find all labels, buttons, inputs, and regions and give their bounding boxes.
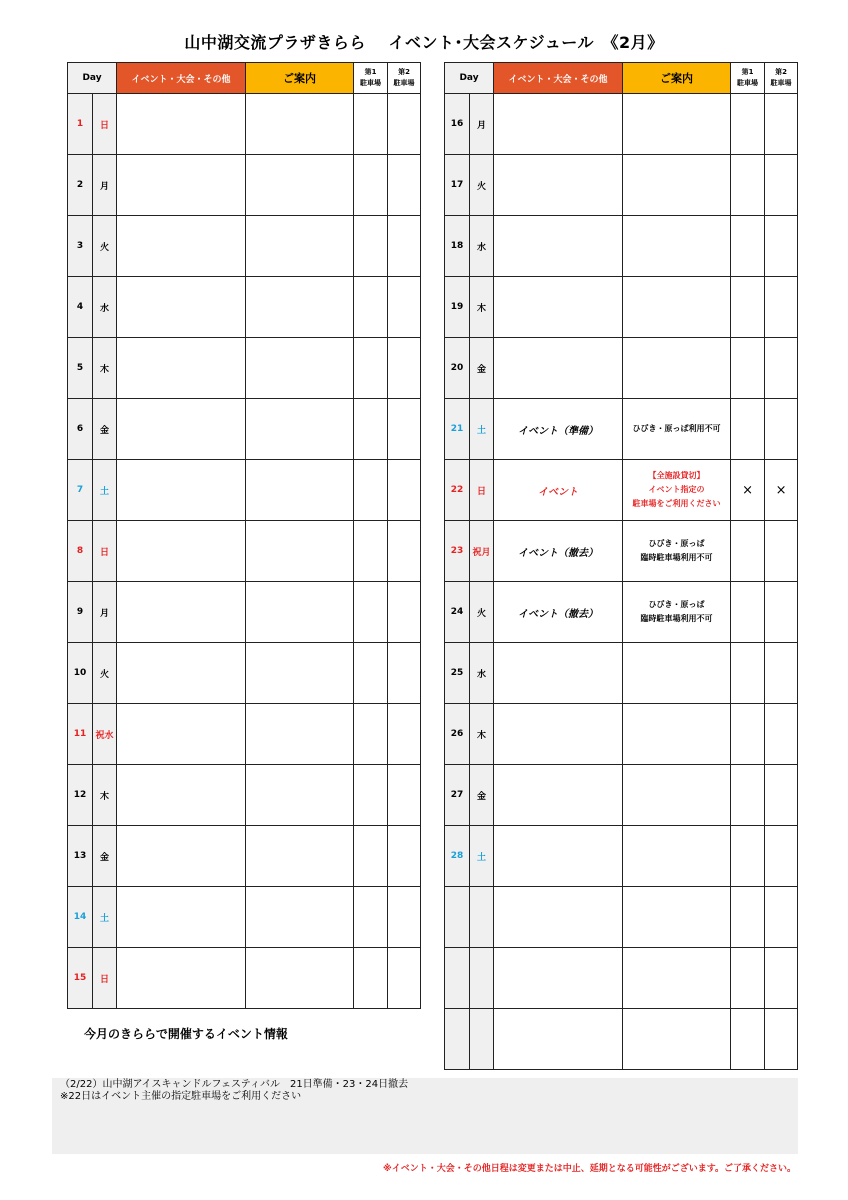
event-cell [117, 887, 246, 948]
event-info-line: ※22日はイベント主催の指定駐車場をご利用ください [60, 1091, 302, 1102]
weekday: 木 [470, 277, 494, 338]
parking-2-cell [388, 948, 421, 1009]
guide-header: ご案内 [246, 63, 354, 94]
parking-1-cell [354, 765, 388, 826]
parking-2-cell [388, 826, 421, 887]
schedule-row [68, 460, 421, 521]
event-cell [117, 155, 246, 216]
parking-2-cell [765, 94, 798, 155]
parking-1-cell [731, 643, 765, 704]
weekday: 火 [93, 643, 117, 704]
day-number: 12 [68, 765, 93, 826]
weekday: 水 [470, 216, 494, 277]
parking-1-cell [354, 887, 388, 948]
guide-header: ご案内 [623, 63, 731, 94]
guide-line: 【全施設貸切】 [648, 471, 705, 480]
guide-cell [246, 216, 354, 277]
schedule-row [68, 826, 421, 887]
parking-1-cell [731, 216, 765, 277]
guide-cell [623, 887, 731, 948]
schedule-row [445, 338, 798, 399]
event-header: イベント・大会・その他 [117, 63, 246, 94]
schedule-row [68, 887, 421, 948]
day-number: 24 [445, 582, 470, 643]
weekday: 月 [470, 94, 494, 155]
guide-cell [623, 826, 731, 887]
parking-1-cell: × [731, 460, 765, 521]
parking-2-cell: × [765, 460, 798, 521]
parking-1-cell [731, 704, 765, 765]
event-cell: イベント [494, 460, 623, 521]
weekday: 金 [93, 399, 117, 460]
event-cell [494, 887, 623, 948]
guide-cell [246, 94, 354, 155]
day-number: 23 [445, 521, 470, 582]
parking-1-cell [354, 948, 388, 1009]
event-cell [117, 948, 246, 1009]
parking-1-cell [731, 399, 765, 460]
parking-2-cell [765, 216, 798, 277]
day-number: 26 [445, 704, 470, 765]
event-cell [117, 521, 246, 582]
parking-1-cell [731, 765, 765, 826]
guide-cell [246, 460, 354, 521]
schedule-row [68, 155, 421, 216]
guide-cell [246, 399, 354, 460]
event-cell [117, 277, 246, 338]
day-number: 10 [68, 643, 93, 704]
guide-cell [623, 704, 731, 765]
guide-line: 駐車場をご利用ください [632, 499, 721, 508]
parking-2-cell [765, 643, 798, 704]
day-number: 13 [68, 826, 93, 887]
day-number: 1 [68, 94, 93, 155]
day-number [445, 1009, 470, 1070]
guide-cell [246, 277, 354, 338]
weekday: 土 [470, 399, 494, 460]
guide-cell [623, 948, 731, 1009]
guide-cell [246, 338, 354, 399]
parking-1-cell [731, 521, 765, 582]
guide-cell [623, 399, 731, 460]
parking-2-cell [388, 277, 421, 338]
schedule-row [68, 582, 421, 643]
parking-2-cell [388, 521, 421, 582]
event-cell [117, 826, 246, 887]
day-number: 15 [68, 948, 93, 1009]
weekday: 土 [93, 460, 117, 521]
parking-1-cell [354, 338, 388, 399]
parking-2-cell [765, 338, 798, 399]
day-number: 21 [445, 399, 470, 460]
guide-line: イベント指定の [648, 485, 705, 494]
day-number: 14 [68, 887, 93, 948]
guide-cell [623, 277, 731, 338]
parking-1-cell [354, 216, 388, 277]
event-cell [494, 216, 623, 277]
event-info-box [52, 1078, 798, 1154]
weekday: 祝月 [470, 521, 494, 582]
parking-2-header: 第2 駐車場 [765, 63, 798, 94]
schedule-row [445, 155, 798, 216]
weekday: 水 [470, 643, 494, 704]
schedule-row [445, 460, 798, 521]
day-header: Day [68, 63, 117, 94]
day-number: 22 [445, 460, 470, 521]
parking-2-cell [765, 948, 798, 1009]
guide-cell [246, 826, 354, 887]
event-cell [494, 704, 623, 765]
parking-2-cell [388, 887, 421, 948]
parking-1-cell [731, 582, 765, 643]
weekday: 木 [93, 765, 117, 826]
day-number: 19 [445, 277, 470, 338]
schedule-row [68, 948, 421, 1009]
event-cell [494, 826, 623, 887]
event-cell [494, 94, 623, 155]
schedule-row [68, 643, 421, 704]
event-cell [494, 1009, 623, 1070]
guide-cell [246, 887, 354, 948]
parking-1-cell [354, 94, 388, 155]
guide-cell [623, 582, 731, 643]
weekday: 木 [470, 704, 494, 765]
schedule-table-right [444, 62, 798, 1070]
schedule-row [68, 765, 421, 826]
parking-1-cell [354, 704, 388, 765]
event-cell: イベント（撤去） [494, 582, 623, 643]
weekday [470, 948, 494, 1009]
weekday: 土 [470, 826, 494, 887]
parking-1-cell [731, 155, 765, 216]
event-info-title: 今月のきららで開催するイベント情報 [84, 1027, 288, 1041]
schedule-row [445, 94, 798, 155]
weekday: 火 [93, 216, 117, 277]
event-cell [117, 399, 246, 460]
parking-2-cell [765, 582, 798, 643]
parking-1-cell [354, 460, 388, 521]
event-cell: イベント（準備） [494, 399, 623, 460]
schedule-row [445, 643, 798, 704]
weekday [470, 887, 494, 948]
event-cell [117, 643, 246, 704]
parking-2-cell [765, 887, 798, 948]
weekday [470, 1009, 494, 1070]
day-number: 5 [68, 338, 93, 399]
schedule-row [445, 521, 798, 582]
event-cell [117, 765, 246, 826]
parking-2-cell [388, 399, 421, 460]
guide-cell [623, 521, 731, 582]
day-number: 11 [68, 704, 93, 765]
guide-cell [623, 338, 731, 399]
weekday: 日 [93, 521, 117, 582]
schedule-row [445, 765, 798, 826]
parking-1-cell [354, 277, 388, 338]
weekday: 金 [93, 826, 117, 887]
guide-cell [623, 94, 731, 155]
parking-2-cell [388, 216, 421, 277]
parking-2-cell [765, 399, 798, 460]
event-cell [494, 643, 623, 704]
day-number: 8 [68, 521, 93, 582]
day-number: 27 [445, 765, 470, 826]
schedule-row [445, 277, 798, 338]
weekday: 土 [93, 887, 117, 948]
guide-cell [623, 765, 731, 826]
schedule-row [68, 216, 421, 277]
schedule-row [445, 887, 798, 948]
parking-2-cell [388, 643, 421, 704]
day-number: 16 [445, 94, 470, 155]
day-number: 25 [445, 643, 470, 704]
event-cell [117, 94, 246, 155]
schedule-row [445, 399, 798, 460]
event-cell [117, 704, 246, 765]
parking-2-cell [765, 521, 798, 582]
guide-cell [623, 643, 731, 704]
event-cell [494, 338, 623, 399]
parking-2-cell [765, 1009, 798, 1070]
weekday: 日 [470, 460, 494, 521]
schedule-row [68, 94, 421, 155]
parking-2-cell [388, 155, 421, 216]
day-number: 3 [68, 216, 93, 277]
parking-2-cell [765, 765, 798, 826]
day-number: 20 [445, 338, 470, 399]
guide-line: 臨時駐車場利用不可 [640, 553, 713, 562]
event-cell [117, 582, 246, 643]
guide-line: ひびき・原っぱ [648, 539, 705, 548]
schedule-row [445, 1009, 798, 1070]
day-number: 17 [445, 155, 470, 216]
day-number: 6 [68, 399, 93, 460]
day-number: 7 [68, 460, 93, 521]
parking-1-cell [354, 826, 388, 887]
guide-cell [246, 948, 354, 1009]
schedule-row [445, 704, 798, 765]
guide-cell [623, 460, 731, 521]
day-number: 18 [445, 216, 470, 277]
parking-2-cell [388, 582, 421, 643]
guide-cell [246, 521, 354, 582]
parking-2-cell [765, 155, 798, 216]
guide-cell [246, 765, 354, 826]
schedule-row [445, 582, 798, 643]
parking-1-header: 第1 駐車場 [731, 63, 765, 94]
day-number: 2 [68, 155, 93, 216]
parking-1-cell [731, 948, 765, 1009]
parking-1-cell [731, 826, 765, 887]
event-cell [494, 948, 623, 1009]
weekday: 日 [93, 948, 117, 1009]
page-title: 山中湖交流プラザきらら イベント･大会スケジュール 《2月》 [184, 33, 664, 52]
parking-2-cell [388, 338, 421, 399]
guide-cell [246, 155, 354, 216]
guide-cell [623, 216, 731, 277]
parking-2-header: 第2 駐車場 [388, 63, 421, 94]
parking-2-cell [388, 94, 421, 155]
parking-1-cell [731, 94, 765, 155]
day-number: 9 [68, 582, 93, 643]
day-number [445, 887, 470, 948]
parking-2-cell [388, 704, 421, 765]
weekday: 月 [93, 582, 117, 643]
event-info-line: （2/22）山中湖アイスキャンドルフェスティバル 21日準備・23・24日撤去 [60, 1079, 409, 1090]
parking-2-cell [765, 277, 798, 338]
weekday: 木 [93, 338, 117, 399]
parking-1-cell [354, 582, 388, 643]
parking-2-cell [765, 826, 798, 887]
schedule-row [445, 216, 798, 277]
parking-1-header: 第1 駐車場 [354, 63, 388, 94]
schedule-row [445, 948, 798, 1009]
parking-2-cell [388, 765, 421, 826]
parking-1-cell [354, 399, 388, 460]
parking-2-cell [388, 460, 421, 521]
schedule-table-left [67, 62, 421, 1009]
weekday: 火 [470, 582, 494, 643]
event-cell [494, 155, 623, 216]
weekday: 水 [93, 277, 117, 338]
footer-note: ※イベント・大会・その他日程は変更または中止、延期となる可能性がございます。ご了承ください。 [382, 1164, 796, 1174]
guide-cell [623, 155, 731, 216]
parking-1-cell [354, 521, 388, 582]
event-header: イベント・大会・その他 [494, 63, 623, 94]
guide-cell [246, 582, 354, 643]
schedule-row [68, 521, 421, 582]
event-cell [117, 338, 246, 399]
parking-1-cell [354, 643, 388, 704]
weekday: 金 [470, 765, 494, 826]
guide-line: ひびき・原っぱ利用不可 [632, 424, 721, 433]
guide-cell [623, 1009, 731, 1070]
event-cell [117, 216, 246, 277]
day-number [445, 948, 470, 1009]
parking-1-cell [731, 338, 765, 399]
day-number: 28 [445, 826, 470, 887]
schedule-row [445, 826, 798, 887]
event-cell [494, 277, 623, 338]
schedule-row [68, 338, 421, 399]
weekday: 祝水 [93, 704, 117, 765]
schedule-row [68, 704, 421, 765]
guide-line: ひびき・原っぱ [648, 600, 705, 609]
event-cell [494, 765, 623, 826]
guide-cell [246, 704, 354, 765]
parking-2-cell [765, 704, 798, 765]
guide-cell [246, 643, 354, 704]
day-number: 4 [68, 277, 93, 338]
schedule-row [68, 277, 421, 338]
parking-1-cell [731, 277, 765, 338]
day-header: Day [445, 63, 494, 94]
schedule-row [68, 399, 421, 460]
weekday: 火 [470, 155, 494, 216]
event-cell: イベント（撤去） [494, 521, 623, 582]
weekday: 日 [93, 94, 117, 155]
event-cell [117, 460, 246, 521]
parking-1-cell [731, 1009, 765, 1070]
guide-line: 臨時駐車場利用不可 [640, 614, 713, 623]
weekday: 金 [470, 338, 494, 399]
parking-1-cell [354, 155, 388, 216]
weekday: 月 [93, 155, 117, 216]
parking-1-cell [731, 887, 765, 948]
